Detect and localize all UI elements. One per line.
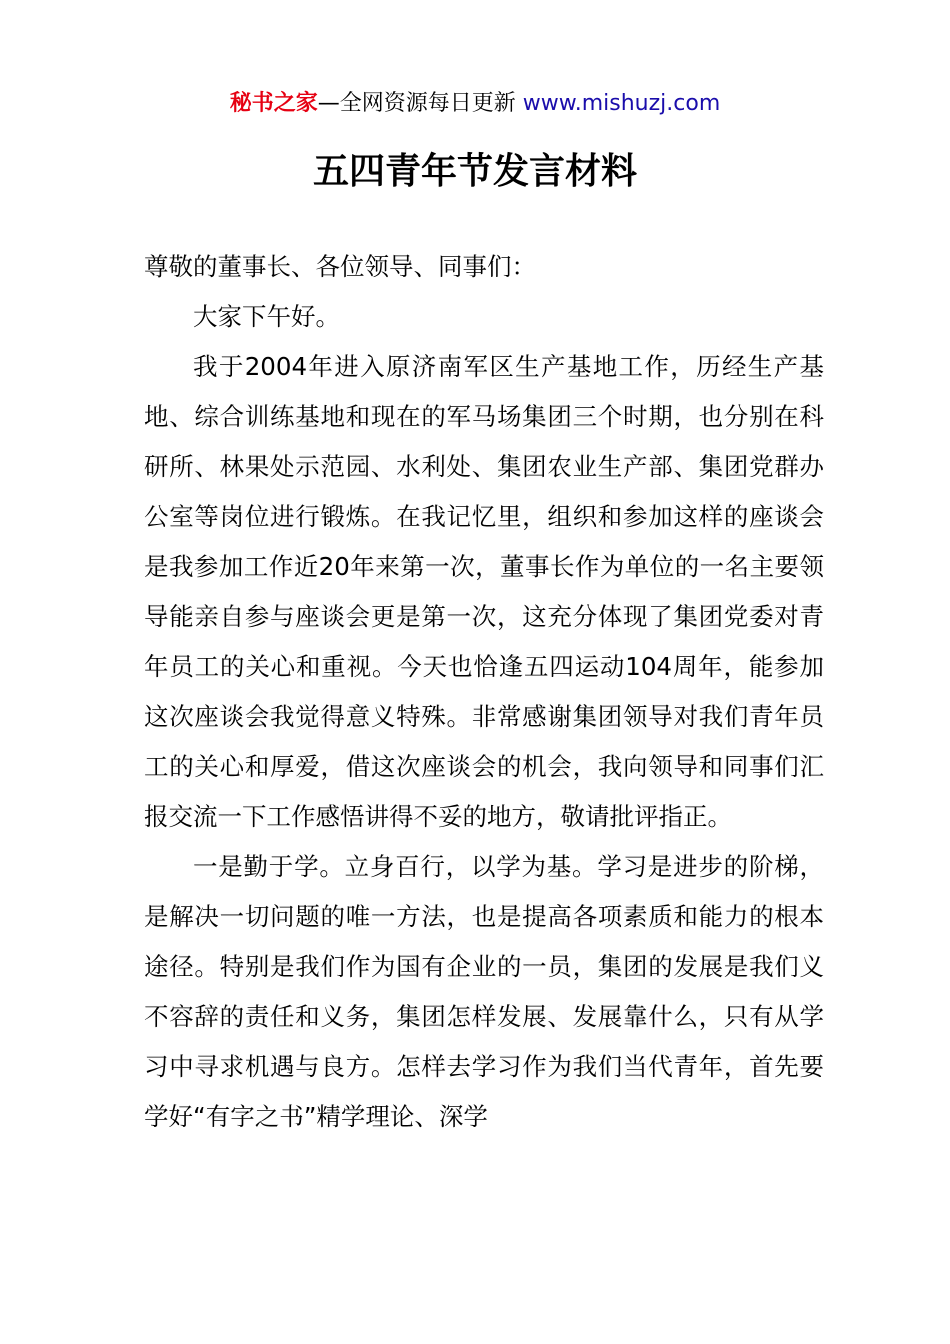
paragraph-greeting: 大家下午好。 — [193, 302, 340, 331]
document-body — [144, 242, 824, 1142]
page-header — [0, 88, 950, 120]
salutation: 尊敬的董事长、各位领导、同事们： — [144, 252, 536, 281]
brand-name: 秘书之家 — [229, 91, 318, 116]
site-url-link[interactable]: www.mishuzj.com — [522, 91, 721, 116]
header-tagline: —全网资源每日更新 — [317, 91, 523, 116]
paragraph-introduction: 我于2004年进入原济南军区生产基地工作，历经生产基地、综合训练基地和现在的军马场集团三个时期，也分别在科研所、林果处示范园、水利处、集团农业生产部、集团党群办公室等岗位进行锻炼。在我记忆里，组织和参加这样的座谈会是我参加工作近20年来第一次，董事长作为单位的一名主要领导能亲自参与座谈会更是第一次，这充分体现了集团党委对青年员工的关心和重视。今天也恰逢五四运动104周年，能参加这次座谈会我觉得意义特殊。非常感谢集团领导对我们青年员工的关心和厚爱，借这次座谈会的机会，我向领导和同事们汇报交流一下工作感悟讲得不妥的地方，敬请批评指正。 — [144, 352, 824, 831]
document-title: 五四青年节发言材料 — [312, 150, 637, 192]
paragraph-point-one: 一是勤于学。立身百行，以学为基。学习是进步的阶梯，是解决一切问题的唯一方法，也是提高各项素质和能力的根本途径。特别是我们作为国有企业的一员，集团的发展是我们义不容辞的责任和义务，集团怎样发展、发展靠什么，只有从学习中寻求机遇与良方。怎样去学习作为我们当代青年，首先要学好“有字之书”精学理论、深学 — [144, 852, 824, 1131]
